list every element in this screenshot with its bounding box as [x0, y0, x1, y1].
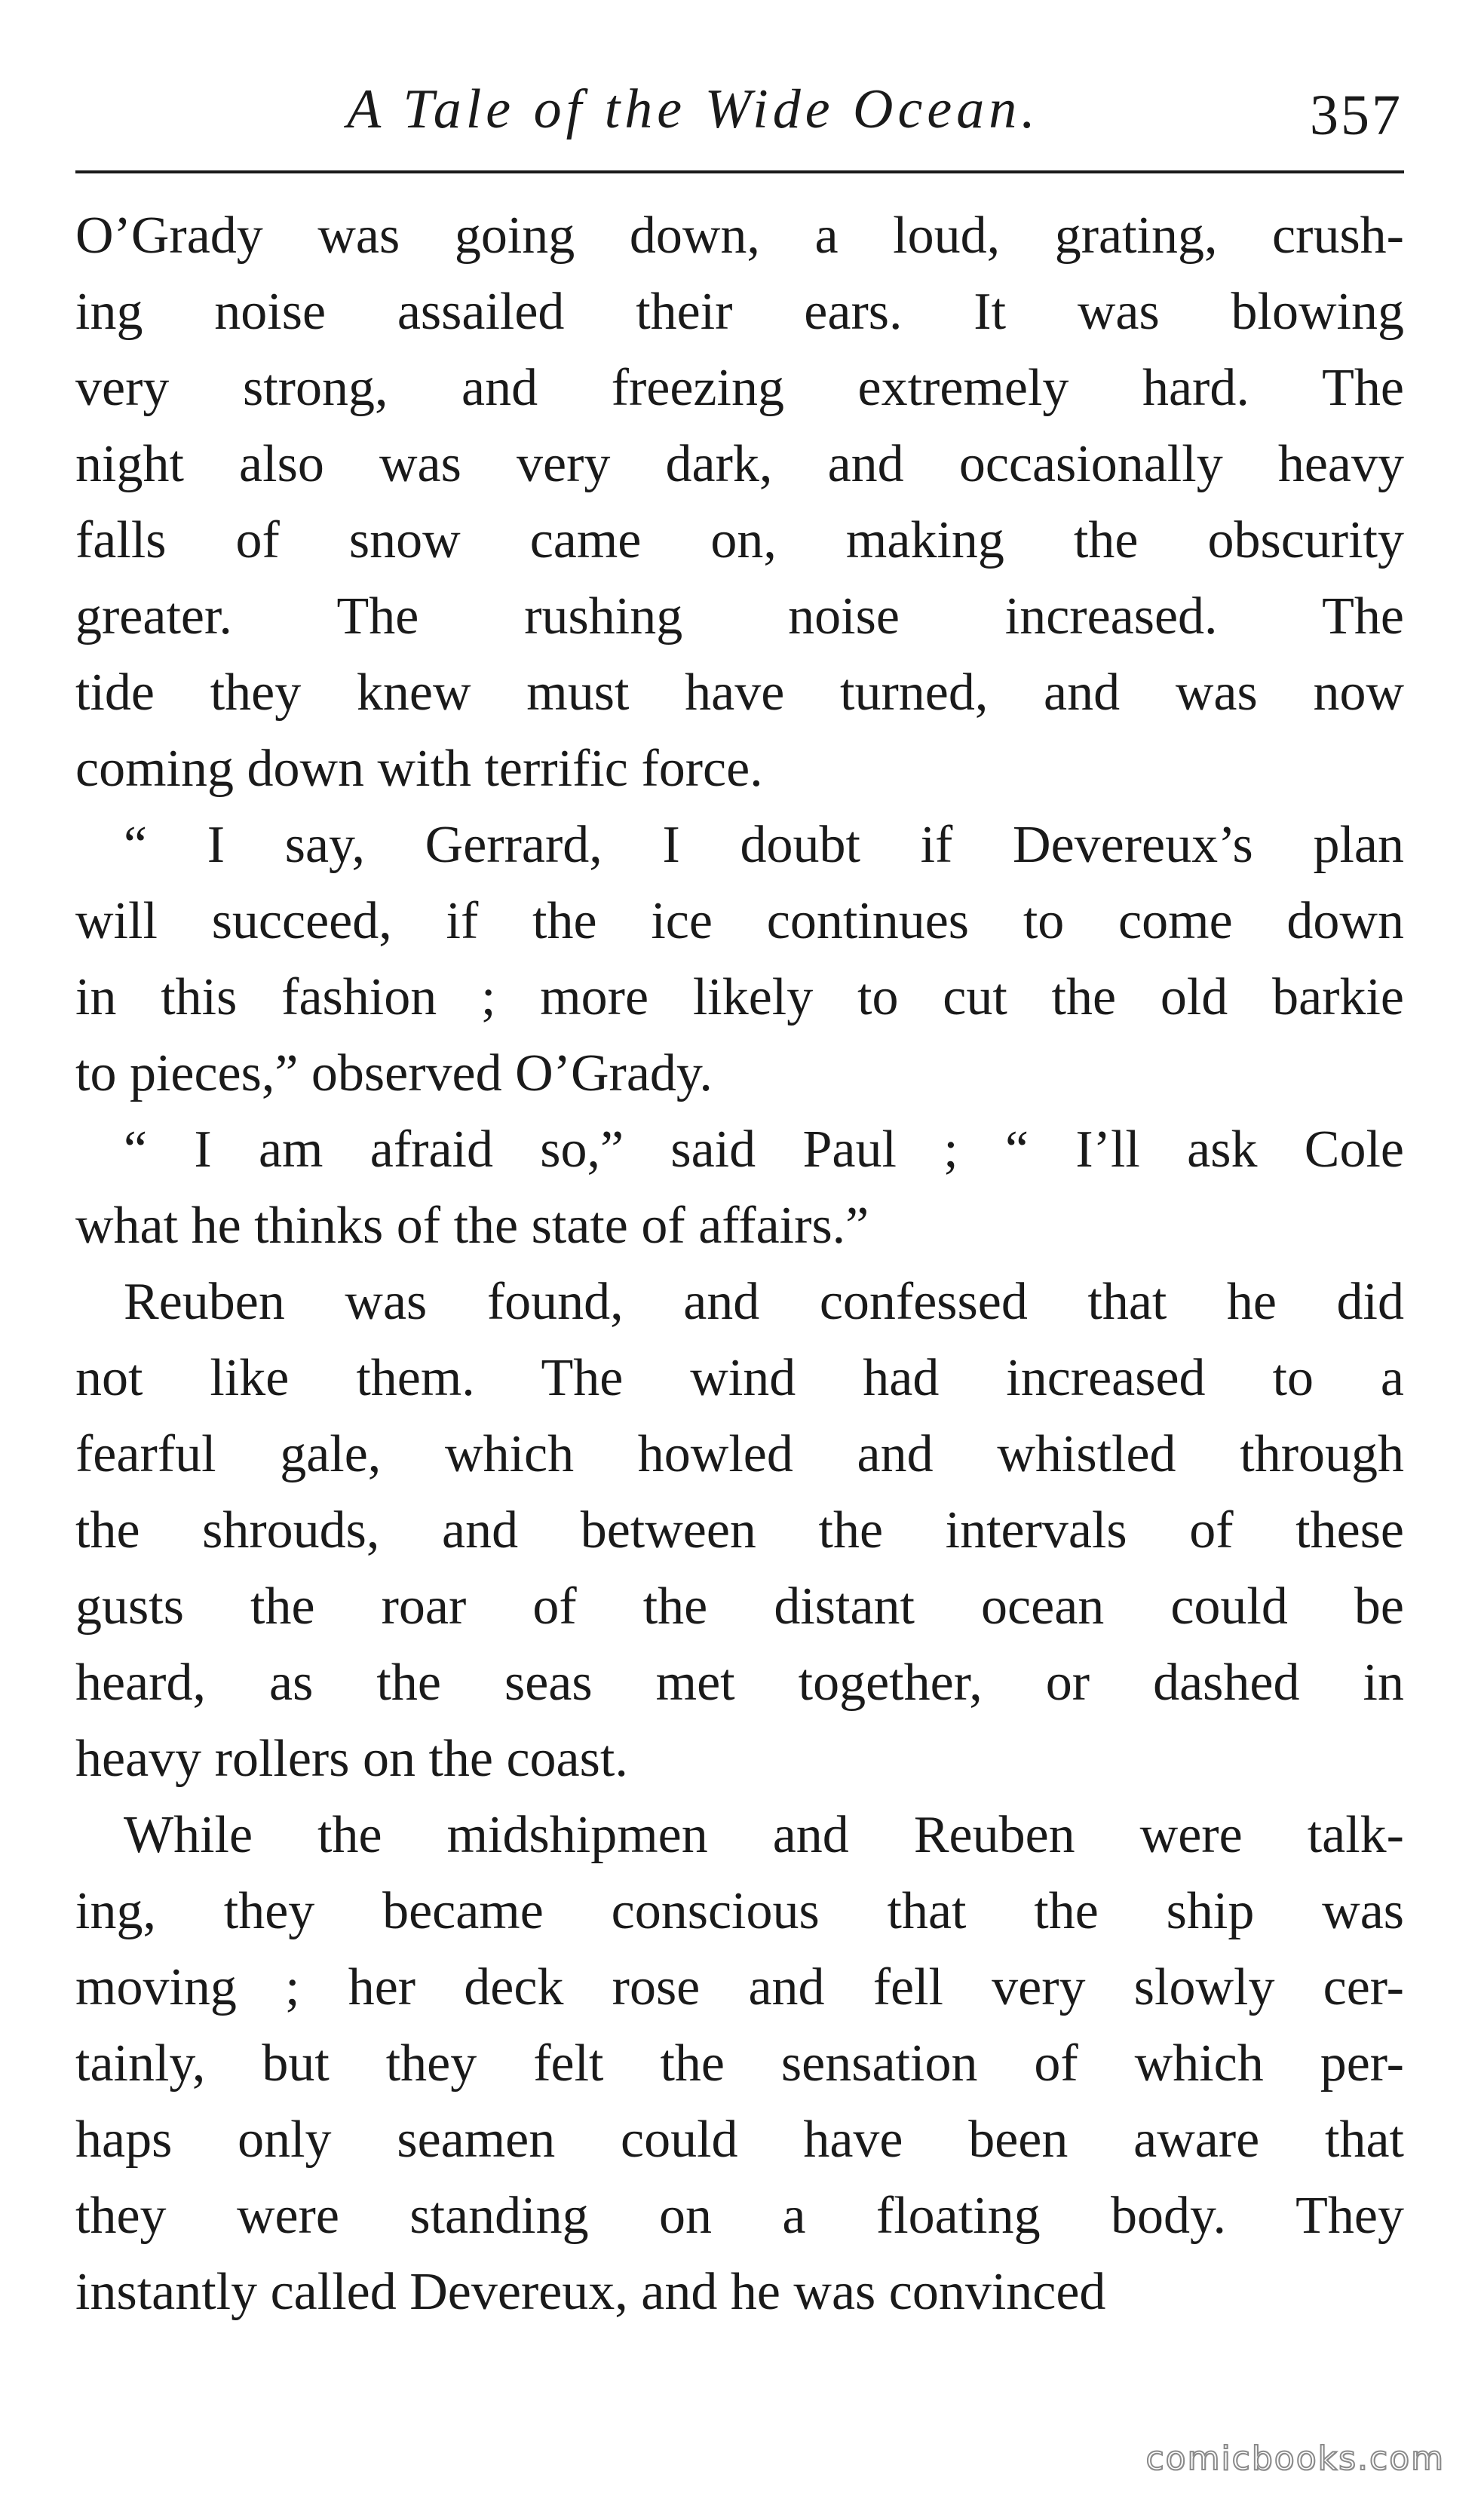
- text-line: will succeed, if the ice continues to come down: [75, 892, 1404, 950]
- text-line: heard, as the seas met together, or dashed in: [75, 1654, 1404, 1712]
- text-line: tainly, but they felt the sensation of which per-: [75, 2034, 1404, 2093]
- text-line: coming down with terrific force.: [75, 740, 763, 798]
- text-line: “ I am afraid so,” said Paul ; “ I’ll ask Cole: [124, 1121, 1404, 1179]
- paragraph: [75, 1264, 1404, 1797]
- watermark: comicbooks.com: [1145, 2439, 1445, 2478]
- header-rule: [75, 170, 1404, 173]
- page-number: 357: [1310, 84, 1403, 147]
- text-line: O’Grady was going down, a loud, grating, crush-: [75, 207, 1404, 265]
- text-line: very strong, and freezing extremely hard. The: [75, 359, 1404, 417]
- text-line: tide they knew must have turned, and was now: [75, 664, 1404, 722]
- text-line: greater. The rushing noise increased. The: [75, 587, 1404, 645]
- text-line: falls of snow came on, making the obscurity: [75, 511, 1404, 569]
- text-line: not like them. The wind had increased to a: [75, 1349, 1404, 1407]
- paragraph: [75, 1111, 1404, 1264]
- text-line: to pieces,” observed O’Grady.: [75, 1044, 713, 1102]
- text-line: what he thinks of the state of affairs.”: [75, 1197, 869, 1255]
- text-line: ing, they became conscious that the ship was: [75, 1882, 1404, 1940]
- text-line: instantly called Devereux, and he was convinced: [75, 2263, 1106, 2321]
- text-line: ing noise assailed their ears. It was blowing: [75, 283, 1404, 341]
- body-text: [75, 198, 1404, 2330]
- paragraph: [75, 1797, 1404, 2330]
- paragraph: [75, 198, 1404, 807]
- text-line: night also was very dark, and occasionally heavy: [75, 435, 1404, 493]
- text-line: the shrouds, and between the intervals of these: [75, 1501, 1404, 1559]
- text-line: While the midshipmen and Reuben were talk-: [124, 1806, 1404, 1864]
- text-line: they were standing on a floating body. They: [75, 2187, 1404, 2245]
- text-line: in this fashion ; more likely to cut the old barkie: [75, 968, 1404, 1026]
- text-line: moving ; her deck rose and fell very slowly cer-: [75, 1958, 1404, 2016]
- paragraph: [75, 807, 1404, 1111]
- text-line: fearful gale, which howled and whistled through: [75, 1425, 1404, 1483]
- running-title: A Tale of the Wide Ocean.: [347, 78, 1040, 140]
- running-head: [75, 68, 1403, 151]
- text-line: Reuben was found, and confessed that he did: [124, 1273, 1404, 1331]
- text-line: haps only seamen could have been aware that: [75, 2111, 1404, 2169]
- text-line: heavy rollers on the coast.: [75, 1730, 628, 1788]
- text-line: “ I say, Gerrard, I doubt if Devereux’s plan: [124, 816, 1404, 874]
- text-line: gusts the roar of the distant ocean could be: [75, 1578, 1404, 1636]
